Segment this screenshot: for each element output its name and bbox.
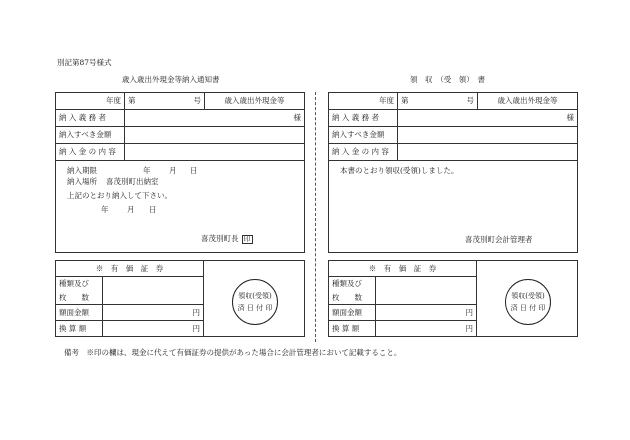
left-content-label: 納 入 金 の 内 容 (56, 144, 125, 161)
left-amount-value[interactable] (125, 127, 305, 144)
left-content-value[interactable] (125, 144, 305, 161)
left-number-cell (125, 93, 205, 110)
right-converted-label: 換 算 額 (329, 321, 376, 337)
right-converted-value: 円 (376, 321, 477, 337)
left-payer-value: 様 (125, 110, 305, 127)
left-deadline-day: 日 (190, 166, 198, 175)
right-form-title: 領 収 （受 領） 書 (410, 75, 485, 84)
left-payer-label: 納 入 義 務 者 (56, 110, 125, 127)
perforation-line (315, 92, 316, 342)
left-kind-value[interactable] (103, 277, 204, 305)
left-stamp-line2: 済 日 付 印 (237, 303, 273, 312)
left-issuer-name: 喜茂別町長 (201, 234, 239, 243)
right-receipt-text: 本書のとおり領収(受領)しました。 (340, 166, 459, 175)
right-amount-label: 納入すべき金額 (329, 127, 398, 144)
left-receipt-stamp (232, 279, 278, 325)
footer-note: 備考 ※印の欄は、現金に代えて有価証券の提供があった場合に会計管理者において記載すること。 (64, 348, 402, 357)
right-nendo-cell (329, 93, 398, 110)
left-securities-table (55, 260, 305, 337)
right-category: 歳入歳出外現金等 (478, 93, 578, 110)
left-kind-label-2: 枚 数 (56, 291, 103, 305)
right-payer-value: 様 (398, 110, 578, 127)
right-detail-area (329, 161, 578, 253)
left-nendo-label: 年度 (106, 96, 121, 106)
right-issuer: 喜茂別町会計管理者 (465, 235, 533, 244)
right-receipt-table (328, 92, 578, 253)
left-go-label: 号 (193, 96, 201, 106)
right-securities-table (328, 260, 578, 337)
left-instruction: 上記のとおり納入して下さい。 (67, 191, 172, 200)
right-dai-label: 第 (401, 96, 409, 106)
right-face-value-label: 額面金額 (329, 305, 376, 321)
right-nendo-label: 年度 (379, 96, 394, 106)
left-converted-value: 円 (103, 321, 204, 337)
right-stamp-line1: 領収(受領) (511, 291, 545, 300)
left-face-value: 円 (103, 305, 204, 321)
right-go-label: 号 (466, 96, 474, 106)
left-deadline-month: 月 (169, 166, 177, 175)
left-category: 歳入歳出外現金等 (205, 93, 305, 110)
form-number: 別記第87号様式 (57, 58, 112, 67)
left-dai-label: 第 (128, 96, 136, 106)
left-form-title: 歳入歳出外現金等納入通知書 (122, 75, 220, 84)
seal-icon: 印 (243, 235, 251, 243)
right-receipt-stamp (505, 279, 551, 325)
left-stamp-cell (204, 261, 305, 337)
right-securities-header: ※ 有 価 証 券 (329, 261, 477, 277)
left-issuer (201, 235, 253, 244)
right-stamp-line2: 済 日 付 印 (510, 303, 546, 312)
left-detail-area (56, 161, 305, 253)
left-deadline-year: 年 (143, 166, 151, 175)
left-issue-month: 月 (127, 205, 135, 214)
right-payer-label: 納 入 義 務 者 (329, 110, 398, 127)
left-place-value: 喜茂別町出納室 (106, 177, 159, 186)
left-kind-label-1: 種類及び (56, 277, 103, 291)
right-kind-label-1: 種類及び (329, 277, 376, 291)
left-securities-header: ※ 有 価 証 券 (56, 261, 204, 277)
right-number-cell (398, 93, 478, 110)
left-deadline-label: 納入期限 (67, 166, 97, 175)
right-kind-label-2: 枚 数 (329, 291, 376, 305)
left-notice-table (55, 92, 305, 253)
left-amount-label: 納入すべき金額 (56, 127, 125, 144)
left-face-value-label: 額面金額 (56, 305, 103, 321)
left-converted-label: 換 算 額 (56, 321, 103, 337)
right-stamp-cell (477, 261, 578, 337)
right-content-value[interactable] (398, 144, 578, 161)
left-place-label: 納入場所 (67, 177, 97, 186)
right-kind-value[interactable] (376, 277, 477, 305)
right-amount-value[interactable] (398, 127, 578, 144)
left-nendo-cell (56, 93, 125, 110)
right-content-label: 納 入 金 の 内 容 (329, 144, 398, 161)
left-issue-year: 年 (101, 205, 109, 214)
left-stamp-line1: 領収(受領) (238, 291, 272, 300)
right-face-value: 円 (376, 305, 477, 321)
left-issue-day: 日 (149, 205, 157, 214)
